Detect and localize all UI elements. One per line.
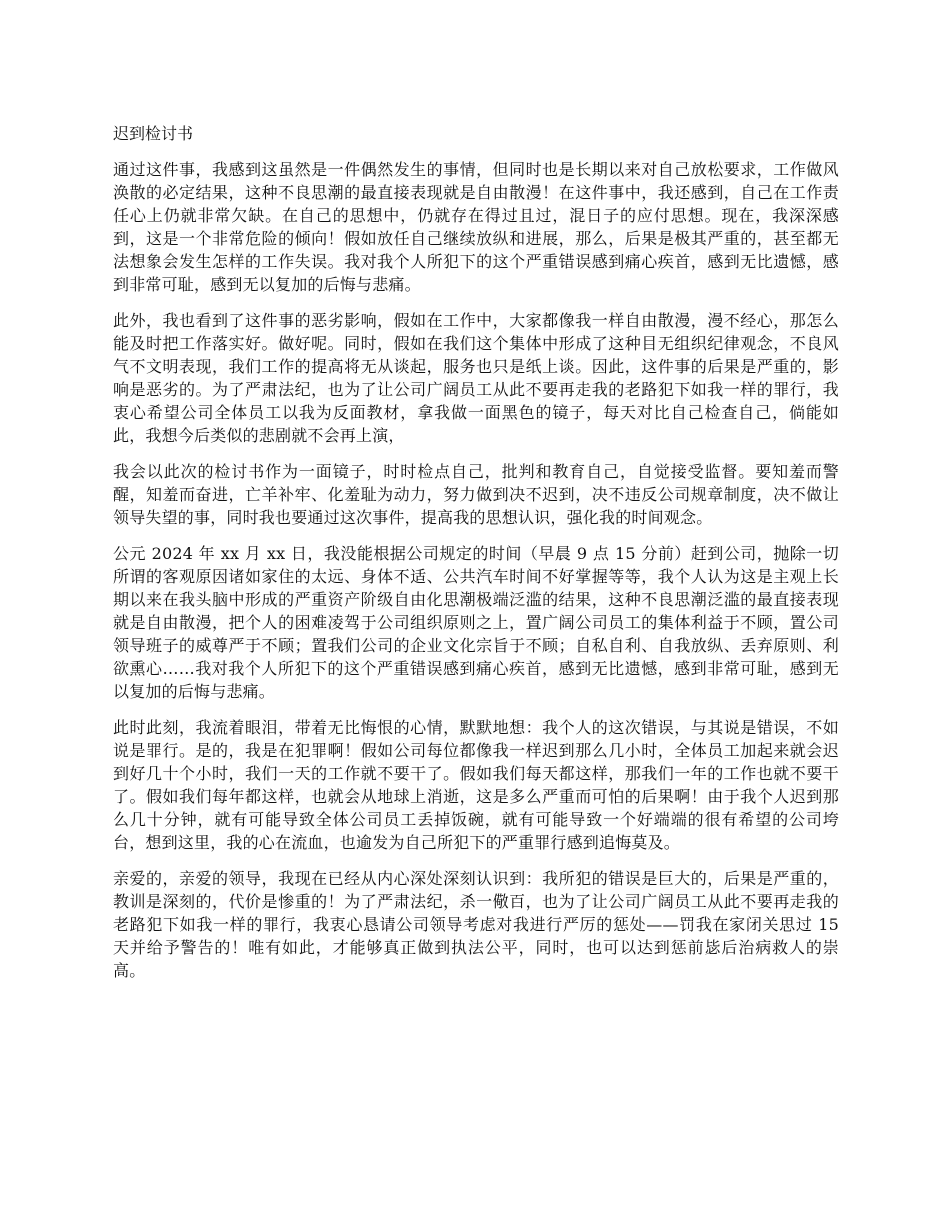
paragraph: 此时此刻，我流着眼泪，带着无比悔恨的心情，默默地想：我个人的这次错误，与其说是错误，不如说是罪行。是的，我是在犯罪啊！假如公司每位都像我一样迟到那么几小时，全体员工加起来就会迟到好几十个小时，我们一天的工作就不要干了。假如我们每天都这样，那我们一年的工作也就不要干了。假如我们每年都这样，也就会从地球上消逝，这是多么严重而可怕的后果啊！由于我个人迟到那么几十分钟，就有可能导致全体公司员工丢掉饭碗，就有可能导致一个好端端的很有希望的公司垮台，想到这里，我的心在流血，也逾发为自己所犯下的严重罪行感到追悔莫及。 bbox=[113, 718, 839, 852]
paragraph: 我会以此次的检讨书作为一面镜子，时时检点自己，批判和教育自己，自觉接受监督。要知羞而警醒，知羞而奋进，亡羊补牢、化羞耻为动力，努力做到决不迟到，决不违反公司规章制度，决不做让领导失望的事，同时我也要通过这次事件，提高我的思想认识，强化我的时间观念。 bbox=[113, 462, 839, 527]
paragraph: 通过这件事，我感到这虽然是一件偶然发生的事情，但同时也是长期以来对自己放松要求，工作做风涣散的必定结果，这种不良思潮的最直接表现就是自由散漫！在这件事中，我还感到，自己在工作责任心上仍就非常欠缺。在自己的思想中，仍就存在得过且过，混日子的应付思想。现在，我深深感到，这是一个非常危险的倾向！假如放任自己继续放纵和进展，那么，后果是极其严重的，甚至都无法想象会发生怎样的工作失误。我对我个人所犯下的这个严重错误感到痛心疾首，感到无比遗憾，感到非常可耻，感到无以复加的后悔与悲痛。 bbox=[113, 160, 839, 294]
paragraph: 公元 2024 年 xx 月 xx 日，我没能根据公司规定的时间（早晨 9 点 15 分前）赶到公司，抛除一切所谓的客观原因诸如家住的太远、身体不适、公共汽车时间不好掌握等等，我个人认为这是主观上长期以来在我头脑中形成的严重资产阶级自由化思潮极端泛滥的结果，这种不良思潮泛滥的最直接表现就是自由散漫，把个人的困难凌驾于公司组织原则之上，置广阔公司员工的集体利益于不顾，置公司领导班子的威尊严于不顾；置我们公司的企业文化宗旨于不顾；自私自利、自我放纵、丢弃原则、利欲熏心……我对我个人所犯下的这个严重错误感到痛心疾首，感到无比遗憾，感到非常可耻，感到无以复加的后悔与悲痛。 bbox=[113, 544, 839, 701]
paragraph: 此外，我也看到了这件事的恶劣影响，假如在工作中，大家都像我一样自由散漫，漫不经心，那怎么能及时把工作落实好。做好呢。同时，假如在我们这个集体中形成了这种目无组织纪律观念，不良风气不文明表现，我们工作的提高将无从谈起，服务也只是纸上谈。因此，这件事的后果是严重的，影响是恶劣的。为了严肃法纪，也为了让公司广阔员工从此不要再走我的老路犯下如我一样的罪行，我衷心希望公司全体员工以我为反面教材，拿我做一面黑色的镜子，每天对比自己检查自己，倘能如此，我想今后类似的悲剧就不会再上演， bbox=[113, 311, 839, 445]
paragraph: 亲爱的，亲爱的领导，我现在已经从内心深处深刻认识到：我所犯的错误是巨大的，后果是严重的，教训是深刻的，代价是惨重的！为了严肃法纪，杀一儆百，也为了让公司广阔员工从此不要再走我的老路犯下如我一样的罪行，我衷心恳请公司领导考虑对我进行严厉的惩处——罚我在家闭关思过 15 天并给予警告的！唯有如此，才能够真正做到执法公平，同时，也可以达到惩前毖后治病救人的崇高。 bbox=[113, 869, 839, 980]
document-title: 迟到检讨书 bbox=[113, 124, 194, 143]
document-page bbox=[113, 122, 839, 995]
